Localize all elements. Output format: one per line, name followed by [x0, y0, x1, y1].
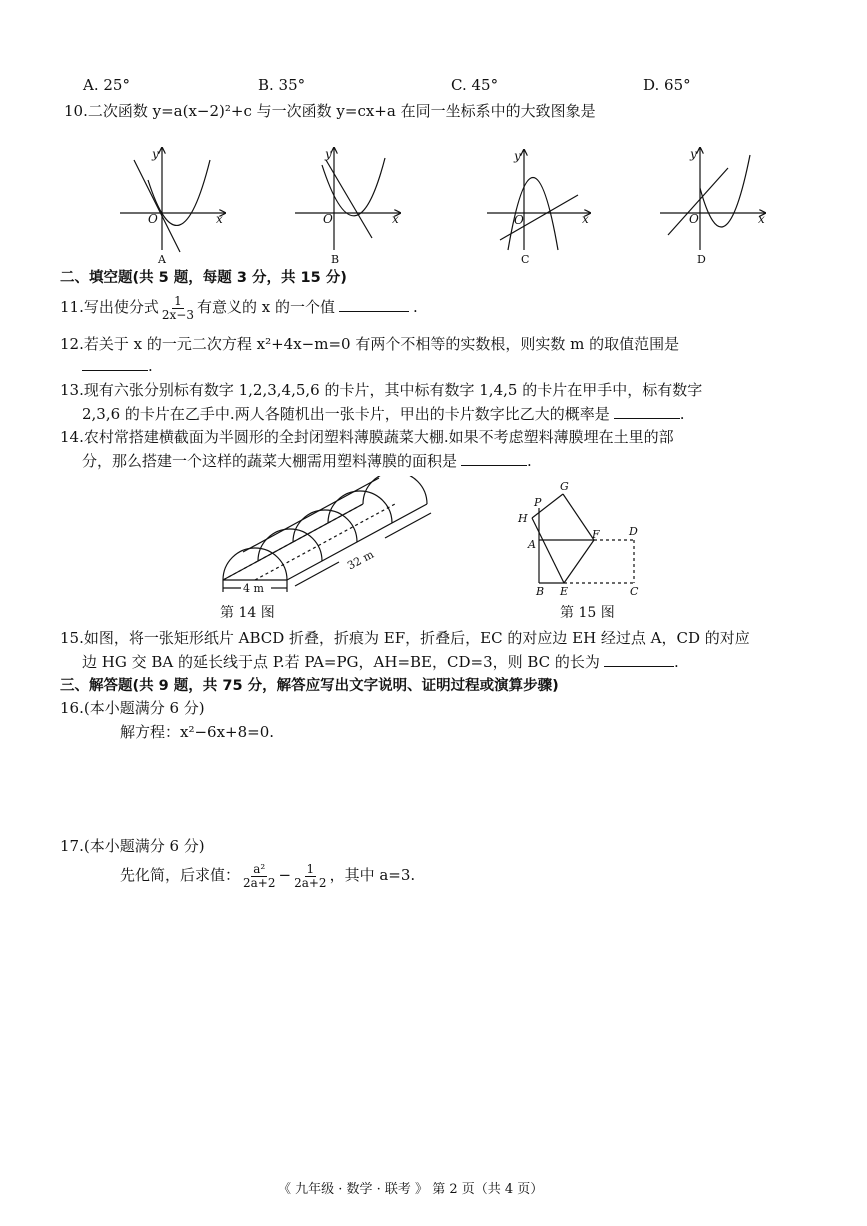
q11 — [60, 291, 418, 323]
q17-body — [120, 858, 415, 892]
q9-option-d: D. 65° — [643, 76, 691, 94]
q17-title: 17.(本小题满分 6 分) — [60, 837, 205, 855]
q13-end: . — [679, 405, 685, 423]
q17-f1-den: 2a+2 — [243, 875, 276, 890]
graph-c-label: C — [521, 253, 530, 265]
q10-graphs — [100, 140, 790, 265]
figure-14-greenhouse — [215, 476, 445, 601]
graph-b-o: O — [323, 212, 333, 226]
fig15-label-g: G — [560, 480, 569, 493]
graph-b-x: x — [392, 212, 399, 226]
fig15-label-d: D — [629, 525, 638, 538]
figure-15-fold — [512, 478, 657, 603]
q14-answer-blank[interactable] — [461, 451, 527, 466]
graph-d-y: y — [690, 147, 697, 161]
fig14-width-label: 4 m — [243, 582, 264, 595]
q11-before: 11.写出使分式 — [60, 298, 159, 316]
q9-option-a: A. 25° — [83, 76, 130, 94]
graph-c-x: x — [582, 212, 589, 226]
fig15-label-f: F — [592, 528, 600, 541]
graph-a-label: A — [158, 253, 166, 265]
fig15-label-h: H — [518, 512, 528, 525]
q14-end: . — [527, 452, 532, 470]
q11-after: 有意义的 x 的一个值 — [196, 298, 335, 316]
graph-b-label: B — [331, 253, 340, 265]
q13-answer-blank[interactable] — [614, 404, 680, 419]
q11-answer-blank[interactable] — [339, 297, 409, 312]
q12-line2 — [82, 356, 153, 375]
fig15-label-b: B — [536, 585, 545, 598]
section-2-heading: 二、填空题(共 5 题，每题 3 分，共 15 分) — [60, 270, 347, 286]
q9-option-c: C. 45° — [451, 76, 499, 94]
q17-f2-num: 1 — [306, 861, 315, 876]
graph-b-y: y — [325, 147, 332, 161]
graph-c — [487, 150, 590, 250]
q10-text: 10.二次函数 y=a(x−2)²+c 与一次函数 y=cx+a 在同一坐标系中的大致图象是 — [64, 102, 596, 120]
q11-end: . — [412, 298, 418, 316]
fig14-caption: 第 14 图 — [220, 605, 275, 621]
q14-line2 — [82, 450, 532, 471]
graph-d-x: x — [758, 212, 765, 226]
q17-f1-num: a² — [253, 861, 266, 876]
q15-answer-blank[interactable] — [604, 652, 674, 667]
q16-title: 16.(本小题满分 6 分) — [60, 699, 205, 717]
graph-a-y: y — [152, 147, 159, 161]
q15-line1: 15.如图，将一张矩形纸片 ABCD 折叠，折痕为 EF，折叠后，EC 的对应边 EH 经过点 A，CD 的对应 — [60, 629, 750, 647]
fig15-caption: 第 15 图 — [560, 605, 615, 621]
fig14-length-label: 32 m — [345, 547, 377, 573]
q15-end: . — [673, 653, 679, 671]
q13-line1: 13.现有六张分别标有数字 1,2,3,4,5,6 的卡片，其中标有数字 1,4,5 的卡片在甲手中，标有数字 — [60, 381, 703, 399]
fig15-label-e: E — [560, 585, 569, 598]
q17-before: 先化简，后求值： — [120, 866, 241, 884]
graph-c-y: y — [514, 149, 521, 163]
graph-a — [120, 148, 225, 252]
q13-line2 — [82, 403, 685, 424]
q17-minus: − — [278, 866, 292, 884]
q12-end: . — [148, 357, 153, 375]
q9-option-b: B. 35° — [258, 76, 306, 94]
graph-d-label: D — [697, 253, 706, 265]
q16-body: 解方程：x²−6x+8=0. — [120, 723, 275, 741]
q17-after: ，其中 a=3. — [329, 866, 416, 884]
q17-f2-den: 2a+2 — [294, 875, 327, 890]
q11-den: 2x−3 — [161, 307, 194, 322]
section-3-heading: 三、解答题(共 9 题，共 75 分，解答应写出文字说明、证明过程或演算步骤) — [60, 678, 559, 694]
page-footer: 《 九年级 · 数学 · 联考 》 第 2 页（共 4 页） — [278, 1182, 544, 1197]
fig15-label-a: A — [528, 538, 536, 551]
q13-line2-text: 2,3,6 的卡片在乙手中.两人各随机出一张卡片，甲出的卡片数字比乙大的概率是 — [82, 405, 610, 423]
q14-line2-text: 分，那么搭建一个这样的蔬菜大棚需用塑料薄膜的面积是 — [82, 452, 458, 470]
graph-c-o: O — [514, 213, 524, 227]
q12-answer-blank[interactable] — [82, 356, 148, 371]
q15-line2 — [82, 651, 679, 672]
fig15-label-p: P — [534, 496, 542, 509]
graph-b — [295, 148, 400, 250]
q14-line1: 14.农村常搭建横截面为半圆形的全封闭塑料薄膜蔬菜大棚.如果不考虑塑料薄膜埋在土里的部 — [60, 428, 674, 446]
q17-fraction-2 — [292, 863, 328, 890]
q11-fraction — [160, 295, 196, 322]
graph-a-x: x — [216, 212, 223, 226]
graph-d-o: O — [689, 212, 699, 226]
fig15-label-c: C — [630, 585, 639, 598]
graph-a-o: O — [148, 212, 158, 226]
graph-d — [660, 148, 765, 250]
q12-line1: 12.若关于 x 的一元二次方程 x²+4x−m=0 有两个不相等的实数根，则实数 m 的取值范围是 — [60, 335, 680, 353]
q15-line2-text: 边 HG 交 BA 的延长线于点 P.若 PA=PG，AH=BE，CD=3，则 BC 的长为 — [82, 653, 600, 671]
q11-num: 1 — [174, 293, 182, 308]
q17-fraction-1 — [241, 863, 277, 890]
